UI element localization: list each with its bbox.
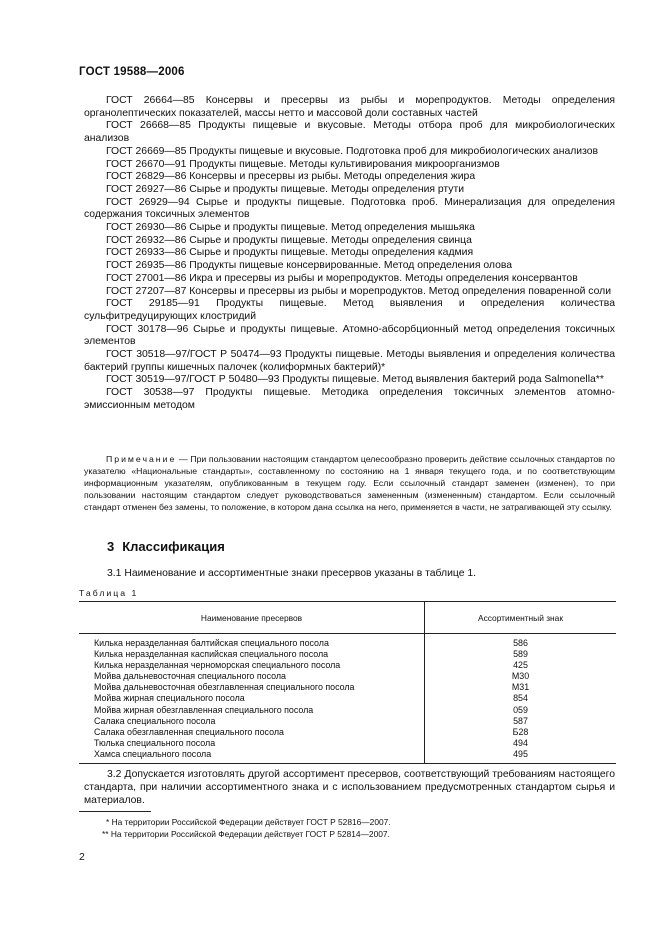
product-name: Мойва жирная специального посола [79, 693, 425, 704]
page-number: 2 [79, 852, 85, 863]
product-name: Мойва дальневосточная обезглавленная специального посола [79, 682, 425, 693]
footnote-item: * На территории Российской Федерации действует ГОСТ Р 52816—2007. [106, 817, 391, 827]
table-row [79, 705, 616, 716]
reference-item: ГОСТ 26829—86 Консервы и пресервы из рыбы. Методы определения жира [106, 171, 476, 183]
reference-item: ГОСТ 26930—86 Сырье и продукты пищевые. Метод определения мышьяка [106, 222, 475, 234]
reference-item: ГОСТ 26670—91 Продукты пищевые. Методы культивирования микроорганизмов [106, 158, 500, 170]
assortment-code: 059 [513, 704, 528, 715]
reference-item: ГОСТ 27207—87 Консервы и пресервы из рыбы и морепродуктов. Метод определения поваренной соли [106, 285, 612, 297]
assortment-code: Б28 [512, 726, 529, 737]
product-name: Мойва жирная обезглавленная специального посола [79, 705, 425, 716]
note-label: Примечание [106, 454, 177, 464]
reference-item: ГОСТ 30538—97 Продукты пищевые. Методика определения токсичных элементов атомно-эмиссионным методом [84, 387, 615, 411]
product-name: Салака специального посола [79, 716, 425, 727]
table-row [79, 634, 616, 650]
reference-item: ГОСТ 27001—86 Икра и пресервы из рыбы и морепродуктов. Методы определения консервантов [106, 272, 578, 284]
note-text: — При пользовании настоящим стандартом целесообразно проверить действие ссылочных стандартов по указателю «Национальные стандарты», составленному по состоянию на 1 января текущего года, и по соответствующим информационным указателям, опубликованным в текущем году. Если ссылочный стандарт заменен (изменен), то при пользовании настоящим стандартом следует руководствоваться замененным (измененным) стандартом. Если ссылочный стандарт отменен без замены, то положение, в котором дана ссылка на него, применяется в части, не затрагивающей эту ссылку. [84, 454, 615, 513]
product-name: Мойва дальневосточная специального посола [79, 671, 425, 682]
table-row [79, 693, 616, 704]
column-header-name: Наименование пресервов [79, 602, 425, 634]
section-title: Классификация [122, 539, 225, 554]
section-heading [107, 539, 225, 554]
note-paragraph [84, 453, 615, 513]
assortment-code: 586 [513, 638, 528, 648]
references-list [84, 95, 615, 413]
paragraph-3-2: 3.2 Допускается изготовлять другой ассортимент пресервов, соответствующий требованиям настоящего стандарта, при наличии ассортиментного знака и с использованием предусмотренных стандартом сырья и материалов. [84, 769, 615, 807]
column-header-code: Ассортиментный знак [425, 602, 617, 634]
table-row [79, 660, 616, 671]
assortment-code: М31 [511, 682, 530, 693]
product-name: Килька неразделанная каспийская специального посола [79, 649, 425, 660]
reference-item: ГОСТ 30518—97/ГОСТ Р 50474—93 Продукты пищевые. Методы выявления и определения количества бактерий группы кишечных палочек (колиформных бактерий)* [84, 349, 615, 373]
reference-item: ГОСТ 30519—97/ГОСТ Р 50480—93 Продукты пищевые. Метод выявления бактерий рода Salmonella** [106, 374, 604, 386]
reference-item: ГОСТ 26664—85 Консервы и пресервы из рыбы и морепродуктов. Методы определения органолептических показателей, массы нетто и массовой доли составных частей [84, 95, 615, 119]
assortment-code: 495 [425, 749, 617, 764]
table-row [79, 671, 616, 682]
product-name: Тюлька специального посола [79, 738, 425, 749]
footnote-separator [79, 811, 151, 812]
table-header-row [79, 602, 616, 634]
product-name: Хамса специального посола [79, 749, 425, 764]
assortment-code: 589 [513, 649, 528, 660]
reference-item: ГОСТ 26932—86 Сырье и продукты пищевые. Методы определения свинца [106, 234, 472, 246]
reference-item: ГОСТ 26668—85 Продукты пищевые и вкусовые. Методы отбора проб для микробиологических анализов [84, 120, 615, 145]
product-name: Салака обезглавленная специального посола [79, 727, 425, 738]
assortment-code: 854 [513, 693, 528, 704]
reference-item: ГОСТ 26935—86 Продукты пищевые консервированные. Метод определения олова [106, 260, 513, 272]
table-caption: Таблица 1 [79, 588, 139, 598]
table-row [79, 738, 616, 749]
table-row [79, 682, 616, 693]
table-row [79, 749, 616, 764]
footnote-item: ** На территории Российской Федерации действует ГОСТ Р 52814—2007. [102, 829, 390, 840]
reference-item: ГОСТ 26933—86 Сырье и продукты пищевые. Методы определения кадмия [106, 247, 474, 259]
reference-item: ГОСТ 30178—96 Сырье и продукты пищевые. Атомно-абсорбционный метод определения токсичных элементов [84, 323, 615, 348]
table-row [79, 716, 616, 727]
assortment-table [79, 601, 616, 764]
table-row [79, 649, 616, 660]
reference-item: ГОСТ 29185—91 Продукты пищевые. Метод выявления и определения количества сульфитредуцирующих клостридий [84, 298, 615, 322]
assortment-code: 494 [513, 737, 528, 748]
assortment-code: 587 [513, 715, 528, 726]
assortment-code: М30 [511, 671, 530, 682]
assortment-code: 425 [513, 660, 528, 671]
paragraph-3-1: 3.1 Наименование и ассортиментные знаки пресервов указаны в таблице 1. [107, 568, 477, 579]
reference-item: ГОСТ 26929—94 Сырье и продукты пищевые. Подготовка проб. Минерализация для определения содержания токсичных элементов [84, 196, 615, 221]
section-number: 3 [107, 539, 115, 554]
reference-item: ГОСТ 26927—86 Сырье и продукты пищевые. Методы определения ртути [106, 183, 465, 195]
running-header: ГОСТ 19588—2006 [79, 66, 185, 78]
product-name: Килька неразделанная черноморская специального посола [79, 660, 425, 671]
footnotes [84, 816, 391, 841]
reference-item: ГОСТ 26669—85 Продукты пищевые и вкусовые. Подготовка проб для микробиологических анализов [106, 145, 599, 157]
product-name: Килька неразделанная балтийская специального посола [79, 634, 425, 650]
table-row [79, 727, 616, 738]
